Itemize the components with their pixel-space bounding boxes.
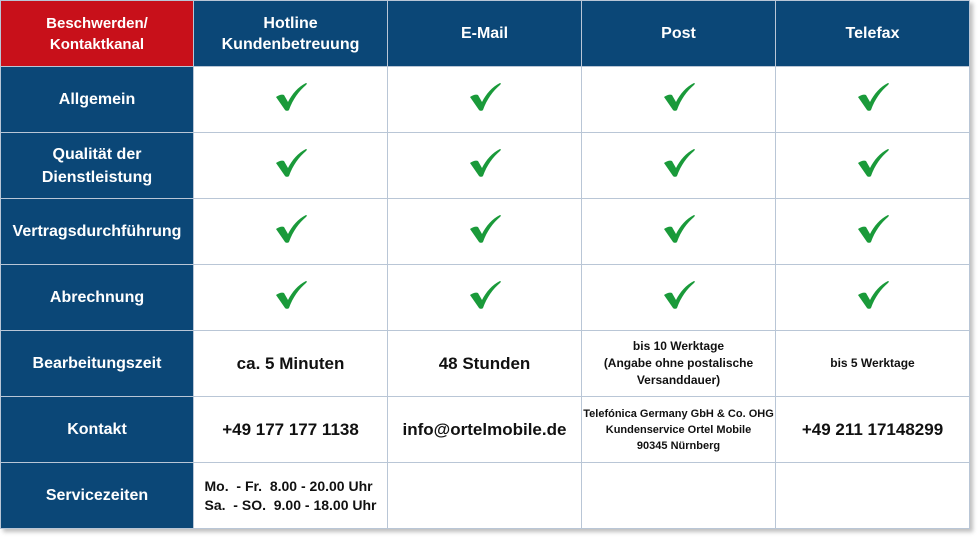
check-icon [274, 280, 308, 310]
check-icon [856, 82, 890, 112]
row-header-bearbeitungszeit: Bearbeitungszeit [1, 331, 194, 397]
contact-post-address: Telefónica Germany GbH & Co. OHG Kundenservice Ortel Mobile 90345 Nürnberg [582, 397, 776, 463]
processing-time-hotline: ca. 5 Minuten [194, 331, 388, 397]
column-header-telefax: Telefax [776, 1, 970, 67]
table-row [1, 463, 970, 529]
contact-email: info@ortelmobile.de [388, 397, 582, 463]
check-icon [468, 280, 502, 310]
header-row [1, 1, 970, 67]
row-header-qualitaet: Qualität der Dienstleistung [1, 133, 194, 199]
column-header-post: Post [582, 1, 776, 67]
table-row [1, 397, 970, 463]
check-icon [662, 82, 696, 112]
table-row [1, 67, 970, 133]
check-icon [274, 148, 308, 178]
table-row [1, 199, 970, 265]
check-icon [274, 214, 308, 244]
row-header-allgemein: Allgemein [1, 67, 194, 133]
check-icon [856, 214, 890, 244]
column-header-hotline: Hotline Kundenbetreuung [194, 1, 388, 67]
contact-telefax: +49 211 17148299 [776, 397, 970, 463]
table-row [1, 265, 970, 331]
check-icon [662, 214, 696, 244]
contact-hotline: +49 177 177 1138 [194, 397, 388, 463]
check-icon [662, 148, 696, 178]
row-header-kontakt: Kontakt [1, 397, 194, 463]
check-icon [856, 280, 890, 310]
row-header-servicezeiten: Servicezeiten [1, 463, 194, 529]
check-icon [274, 82, 308, 112]
service-hours-telefax [776, 463, 970, 529]
table-row [1, 331, 970, 397]
table-row [1, 133, 970, 199]
service-hours-post [582, 463, 776, 529]
check-icon [662, 280, 696, 310]
processing-time-post: bis 10 Werktage (Angabe ohne postalische Versanddauer) [582, 331, 776, 397]
row-header-abrechnung: Abrechnung [1, 265, 194, 331]
service-hours-email [388, 463, 582, 529]
service-hours-hotline: Mo. - Fr. 8.00 - 20.00 Uhr Sa. - SO. 9.00 - 18.00 Uhr [194, 463, 388, 529]
column-header-email: E-Mail [388, 1, 582, 67]
corner-header: Beschwerden/ Kontaktkanal [1, 1, 194, 67]
processing-time-telefax: bis 5 Werktage [776, 331, 970, 397]
check-icon [856, 148, 890, 178]
check-icon [468, 82, 502, 112]
processing-time-email: 48 Stunden [388, 331, 582, 397]
check-icon [468, 148, 502, 178]
check-icon [468, 214, 502, 244]
row-header-vertragsdurchfuehrung: Vertragsdurchführung [1, 199, 194, 265]
